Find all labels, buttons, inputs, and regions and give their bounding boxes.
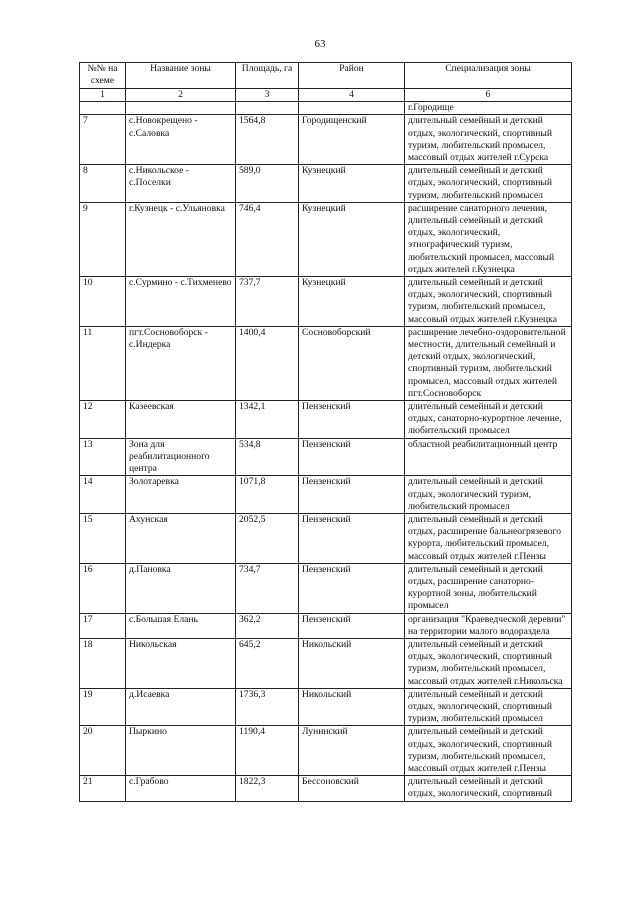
zone-name: Зона для реабилитационного центра xyxy=(126,438,236,476)
zone-specialization: длительный семейный и детский отдых, экологический, спортивный туризм, любительский промысел, массовый отдых жителей г.Кузнецка xyxy=(405,277,572,327)
table-row xyxy=(80,277,572,327)
zone-specialization: длительный семейный и детский отдых, экологический туризм, любительский промысел xyxy=(405,476,572,514)
zone-district: Пензенский xyxy=(299,613,405,638)
zone-district: Кузнецкий xyxy=(299,165,405,203)
zone-area: 2052,5 xyxy=(236,513,299,563)
zone-district: Городищенский xyxy=(299,115,405,165)
zone-district: Сосновоборский xyxy=(299,326,405,400)
table-row xyxy=(80,115,572,165)
zone-area: 746,4 xyxy=(236,202,299,276)
zone-district: Пензенский xyxy=(299,513,405,563)
zone-specialization: длительный семейный и детский отдых, экологический, спортивный туризм, любительский промысел xyxy=(405,165,572,203)
zone-name: с.Грабово xyxy=(126,776,236,801)
zone-area: 589,0 xyxy=(236,165,299,203)
zone-specialization: организация "Краеведческой деревни" на территории малого водораздела xyxy=(405,613,572,638)
table-row xyxy=(80,165,572,203)
zone-name: Золотаревка xyxy=(126,476,236,514)
header-specialization: Специализация зоны xyxy=(405,63,572,89)
column-number: 3 xyxy=(236,89,299,102)
zone-specialization: длительный семейный и детский отдых, экологический, спортивный туризм, любительский промысел, массовый отдых жителей г.Никольска xyxy=(405,638,572,688)
row-number: 9 xyxy=(80,202,126,276)
row-number: 18 xyxy=(80,638,126,688)
table-row xyxy=(80,776,572,801)
zone-name: Пыркино xyxy=(126,726,236,776)
row-number: 13 xyxy=(80,438,126,476)
row-number: 17 xyxy=(80,613,126,638)
zone-area: 362,2 xyxy=(236,613,299,638)
zone-area: 734,7 xyxy=(236,563,299,613)
continuation-text: г.Городище xyxy=(405,102,572,115)
header-area: Площадь, га xyxy=(236,63,299,89)
row-number: 11 xyxy=(80,326,126,400)
zone-district: Кузнецкий xyxy=(299,202,405,276)
zone-district: Никольский xyxy=(299,638,405,688)
header-zone-name: Название зоны xyxy=(126,63,236,89)
zone-area: 1400,4 xyxy=(236,326,299,400)
zone-name: пгт.Сосновоборск - с.Индерка xyxy=(126,326,236,400)
zone-district: Никольский xyxy=(299,688,405,726)
table-row xyxy=(80,563,572,613)
zone-area: 1190,4 xyxy=(236,726,299,776)
row-number: 21 xyxy=(80,776,126,801)
zone-name: д.Пановка xyxy=(126,563,236,613)
zone-name: с.Большая Елань xyxy=(126,613,236,638)
table-row xyxy=(80,688,572,726)
row-number: 16 xyxy=(80,563,126,613)
table-row xyxy=(80,726,572,776)
zone-specialization: длительный семейный и детский отдых, расширение бальнеогрязевого курорта, любительский промысел, массовый отдых жителей г.Пензы xyxy=(405,513,572,563)
zone-name: г.Кузнецк - с.Ульяновка xyxy=(126,202,236,276)
column-number: 6 xyxy=(405,89,572,102)
zone-name: с.Новокрещено - с.Саловка xyxy=(126,115,236,165)
column-number: 2 xyxy=(126,89,236,102)
zone-specialization: расширение лечебно-оздоровительной местности, длительный семейный и детский отдых, экологический, спортивный туризм, любительский промысел, массовый отдых жителей пгт.Сосновоборск xyxy=(405,326,572,400)
row-number: 10 xyxy=(80,277,126,327)
header-number: №№ на схеме xyxy=(80,63,126,89)
zone-name: Никольская xyxy=(126,638,236,688)
zone-area: 534,8 xyxy=(236,438,299,476)
zone-name: Казеевская xyxy=(126,401,236,439)
zone-area: 1564,8 xyxy=(236,115,299,165)
header-district: Район xyxy=(299,63,405,89)
row-number: 19 xyxy=(80,688,126,726)
column-number-row xyxy=(80,89,572,102)
table-row xyxy=(80,638,572,688)
continuation-row xyxy=(80,102,572,115)
zone-specialization: длительный семейный и детский отдых, экологический, спортивный туризм, любительский промысел xyxy=(405,688,572,726)
row-number: 15 xyxy=(80,513,126,563)
zone-district: Лунинский xyxy=(299,726,405,776)
table-row xyxy=(80,438,572,476)
table-row xyxy=(80,202,572,276)
row-number: 8 xyxy=(80,165,126,203)
zone-district: Кузнецкий xyxy=(299,277,405,327)
zone-specialization: длительный семейный и детский отдых, санаторно-курортное лечение, любительский промысел xyxy=(405,401,572,439)
table-row xyxy=(80,401,572,439)
zone-area: 737,7 xyxy=(236,277,299,327)
table-row xyxy=(80,513,572,563)
zone-specialization: длительный семейный и детский отдых, экологический, спортивный туризм, любительский промысел, массовый отдых жителей г.Пензы xyxy=(405,726,572,776)
zone-district: Пензенский xyxy=(299,401,405,439)
zone-area: 1822,3 xyxy=(236,776,299,801)
zone-name: Ахунская xyxy=(126,513,236,563)
row-number: 12 xyxy=(80,401,126,439)
zone-name: с.Никольское - с.Поселки xyxy=(126,165,236,203)
zone-specialization: длительный семейный и детский отдых, экологический, спортивный xyxy=(405,776,572,801)
page-number: 63 xyxy=(314,38,326,50)
zones-table xyxy=(79,62,572,802)
zone-specialization: длительный семейный и детский отдых, расширение санаторно-курортной зоны, любительский промысел xyxy=(405,563,572,613)
row-number: 14 xyxy=(80,476,126,514)
row-number: 20 xyxy=(80,726,126,776)
zone-specialization: областной реабилитационный центр xyxy=(405,438,572,476)
zone-specialization: расширение санаторного лечения, длительный семейный и детский отдых, экологический, этнографический туризм, любительский промысел, массовый отдых жителей г.Кузнецка xyxy=(405,202,572,276)
zone-district: Пензенский xyxy=(299,438,405,476)
zone-area: 1342,1 xyxy=(236,401,299,439)
table-row xyxy=(80,476,572,514)
zone-specialization: длительный семейный и детский отдых, экологический, спортивный туризм, любительский промысел, массовый отдых жителей г.Сурска xyxy=(405,115,572,165)
zone-district: Пензенский xyxy=(299,476,405,514)
zone-name: д.Исаевка xyxy=(126,688,236,726)
zone-name: с.Сурмино - с.Тихменево xyxy=(126,277,236,327)
column-number: 4 xyxy=(299,89,405,102)
zone-area: 1736,3 xyxy=(236,688,299,726)
row-number: 7 xyxy=(80,115,126,165)
table-row xyxy=(80,613,572,638)
zone-area: 645,2 xyxy=(236,638,299,688)
column-number: 1 xyxy=(80,89,126,102)
header-row xyxy=(80,63,572,89)
zone-district: Бессоновский xyxy=(299,776,405,801)
zone-area: 1071,8 xyxy=(236,476,299,514)
zone-district: Пензенский xyxy=(299,563,405,613)
table-row xyxy=(80,326,572,400)
